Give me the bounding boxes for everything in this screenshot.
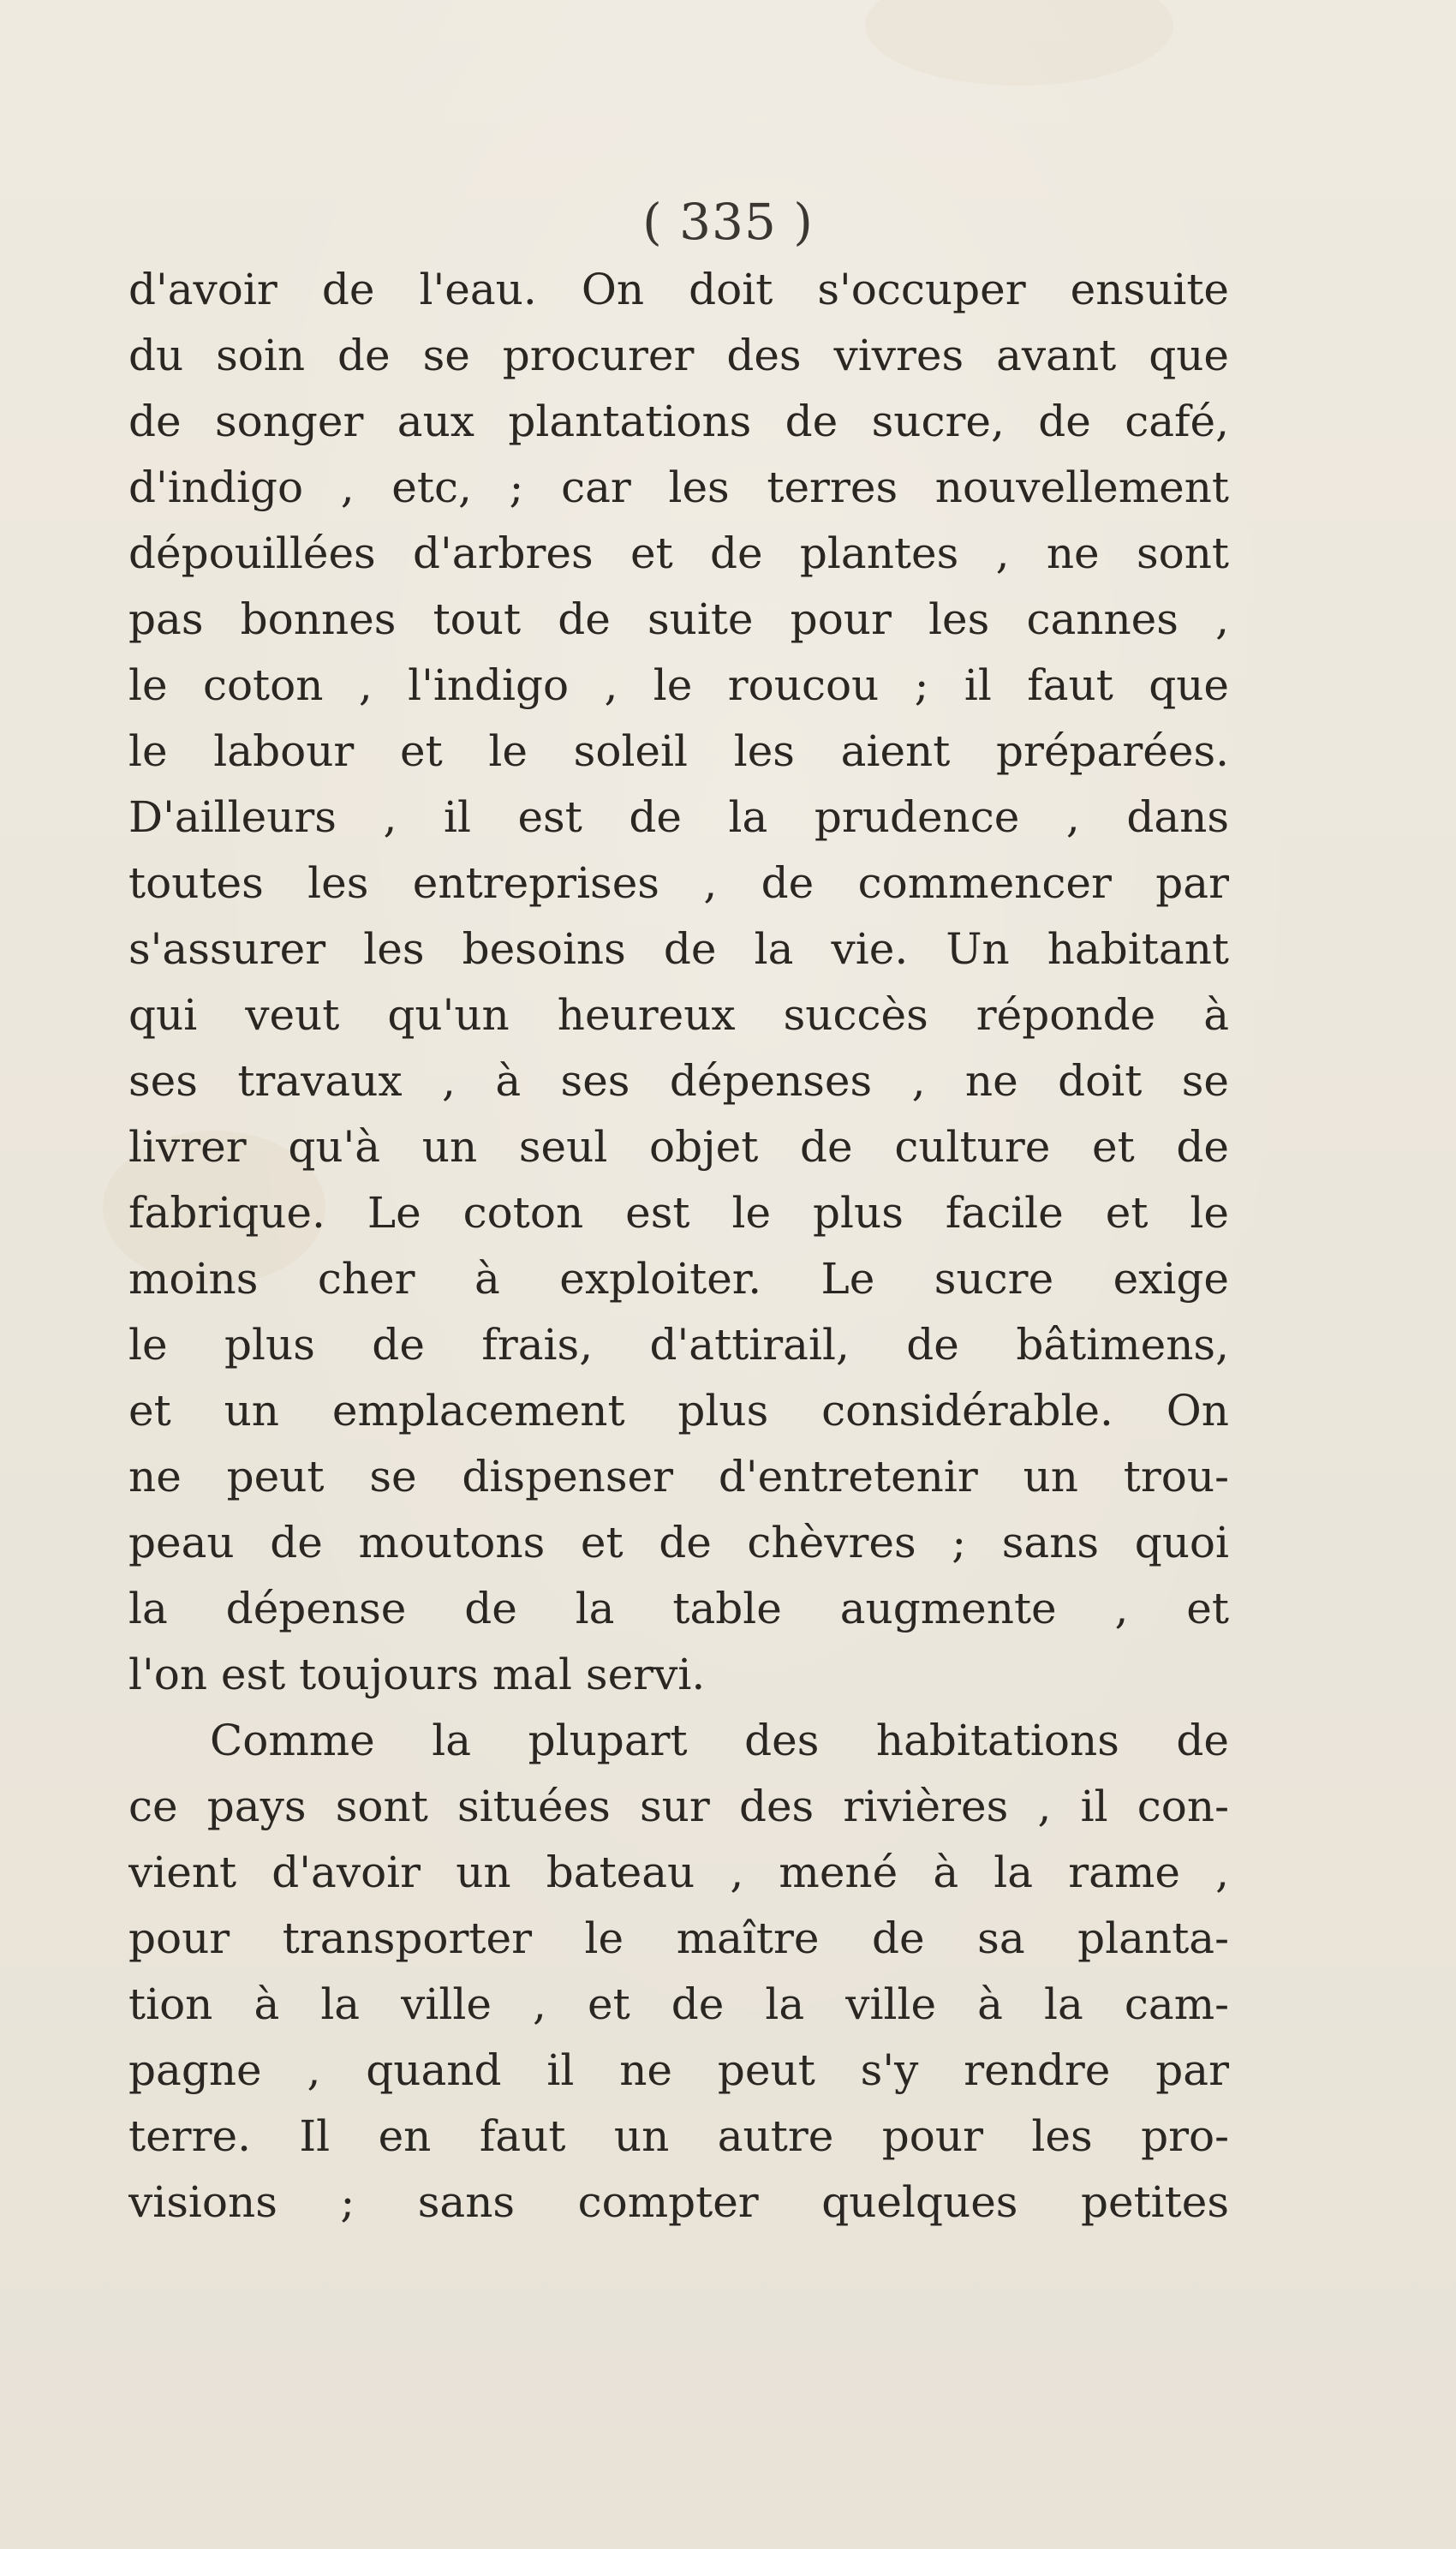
text-line: fabrique. Le coton est le plus facile et le [128, 1188, 1229, 1238]
text-line: du soin de se procurer des vivres avant que [128, 331, 1229, 380]
body-text [128, 257, 1229, 2236]
text-line: moins cher à exploiter. Le sucre exige [128, 1254, 1229, 1304]
text-line: s'assurer les besoins de la vie. Un habitant [128, 924, 1229, 974]
page-number: ( 335 ) [642, 193, 814, 251]
text-line: d'indigo , etc, ; car les terres nouvellement [128, 463, 1229, 512]
text-line: terre. Il en faut un autre pour les pro- [128, 2111, 1229, 2161]
text-line: Comme la plupart des habitations de [210, 1716, 1229, 1765]
text-line: toutes les entreprises , de commencer par [128, 858, 1229, 908]
text-line: tion à la ville , et de la ville à la cam- [128, 1979, 1229, 2029]
text-line: livrer qu'à un seul objet de culture et de [128, 1122, 1229, 1172]
text-line: peau de moutons et de chèvres ; sans quoi [128, 1518, 1229, 1567]
text-line: le labour et le soleil les aient préparées. [128, 726, 1229, 776]
text-line: ce pays sont situées sur des rivières , il con- [128, 1782, 1229, 1831]
text-line: la dépense de la table augmente , et [128, 1584, 1229, 1633]
text-line: dépouillées d'arbres et de plantes , ne sont [128, 528, 1229, 578]
text-line: vient d'avoir un bateau , mené à la rame , [128, 1848, 1229, 1897]
text-line: ne peut se dispenser d'entretenir un trou- [128, 1452, 1229, 1501]
text-line: d'avoir de l'eau. On doit s'occuper ensuite [128, 265, 1229, 314]
text-line: pas bonnes tout de suite pour les cannes , [128, 594, 1229, 644]
paper-stain [865, 0, 1173, 86]
text-line: D'ailleurs , il est de la prudence , dans [128, 792, 1229, 842]
text-line: pour transporter le maître de sa planta- [128, 1913, 1229, 1963]
text-line: le coton , l'indigo , le roucou ; il faut que [128, 660, 1229, 710]
text-line: pagne , quand il ne peut s'y rendre par [128, 2045, 1229, 2095]
text-line: le plus de frais, d'attirail, de bâtimens, [128, 1320, 1229, 1370]
text-line: qui veut qu'un heureux succès réponde à [128, 990, 1229, 1040]
text-line: ses travaux , à ses dépenses , ne doit se [128, 1056, 1229, 1106]
text-line: de songer aux plantations de sucre, de café, [128, 397, 1229, 446]
text-line: visions ; sans compter quelques petites [128, 2177, 1229, 2227]
text-line: l'on est toujours mal servi. [128, 1650, 706, 1699]
text-line: et un emplacement plus considérable. On [128, 1386, 1229, 1436]
